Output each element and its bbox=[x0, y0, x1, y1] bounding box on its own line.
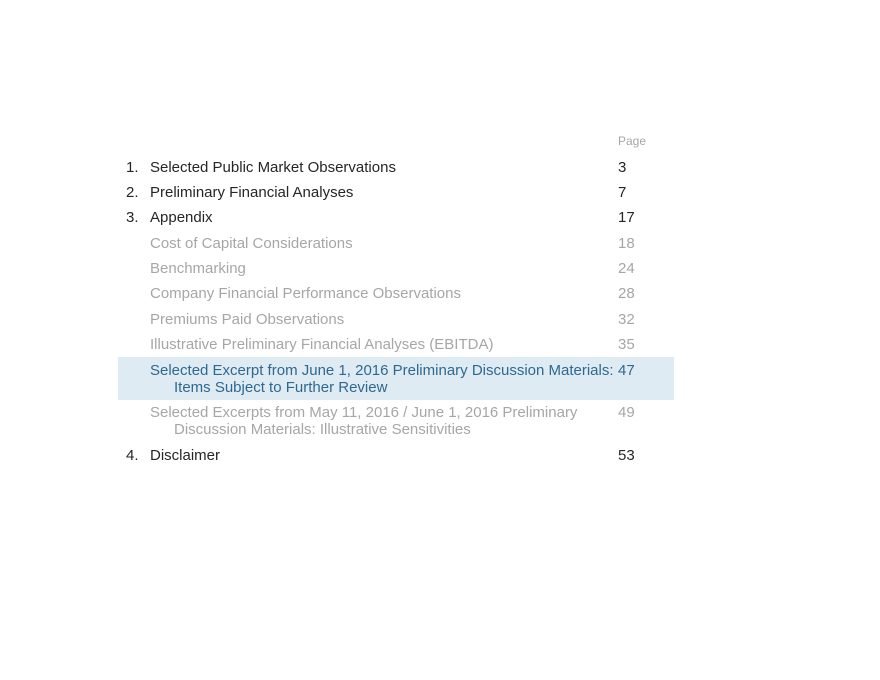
toc-row-page: 47 bbox=[618, 362, 635, 379]
toc-row-label: Illustrative Preliminary Financial Analyses (EBITDA) bbox=[150, 336, 494, 353]
toc-row-page: 53 bbox=[618, 447, 635, 464]
toc-subrow-selected-excerpt-highlighted[interactable] bbox=[118, 357, 674, 400]
toc-row-label-line1: Selected Excerpts from May 11, 2016 / June 1, 2016 Preliminary bbox=[150, 404, 578, 421]
page-column-header: Page bbox=[618, 134, 647, 148]
toc-row-page: 7 bbox=[618, 184, 627, 201]
toc-subrow-premiums-paid[interactable] bbox=[118, 311, 674, 328]
toc-row-label: Appendix bbox=[150, 209, 213, 226]
toc-row-page: 35 bbox=[618, 336, 635, 353]
toc-row-label: Selected Public Market Observations bbox=[150, 159, 396, 176]
toc-row-label-line2: Discussion Materials: Illustrative Sensitivities bbox=[174, 421, 471, 438]
toc-row-page: 3 bbox=[618, 159, 627, 176]
toc-row-page: 49 bbox=[618, 404, 635, 421]
toc-row-page: 17 bbox=[618, 209, 635, 226]
toc-row-label-line1: Selected Excerpt from June 1, 2016 Preliminary Discussion Materials: bbox=[150, 362, 614, 379]
toc-row-page: 28 bbox=[618, 285, 635, 302]
toc-row-number: 1. bbox=[126, 159, 139, 176]
toc-row-label: Preliminary Financial Analyses bbox=[150, 184, 354, 201]
toc-row-label: Premiums Paid Observations bbox=[150, 311, 345, 328]
toc-row-page: 24 bbox=[618, 260, 635, 277]
toc-row-public-market-observations[interactable] bbox=[118, 159, 674, 176]
toc-subrow-benchmarking[interactable] bbox=[118, 260, 674, 277]
toc-row-label bbox=[150, 404, 620, 438]
toc-subrow-illustrative-ebitda[interactable] bbox=[118, 336, 674, 353]
toc-row-label: Disclaimer bbox=[150, 447, 221, 464]
toc-row-number: 3. bbox=[126, 209, 139, 226]
toc-subrow-company-financial-performance[interactable] bbox=[118, 285, 674, 302]
toc-row-page: 18 bbox=[618, 235, 635, 252]
toc-row-disclaimer[interactable] bbox=[118, 447, 674, 464]
toc-row-appendix[interactable] bbox=[118, 209, 674, 226]
toc-subrow-cost-of-capital[interactable] bbox=[118, 235, 674, 252]
toc-row-number: 4. bbox=[126, 447, 139, 464]
toc-row-label-line2: Items Subject to Further Review bbox=[174, 379, 388, 396]
toc-row-page: 32 bbox=[618, 311, 635, 328]
toc-row-label: Benchmarking bbox=[150, 260, 246, 277]
toc-row-label bbox=[150, 362, 620, 396]
toc-subrow-selected-excerpts-sensitivities[interactable] bbox=[118, 404, 674, 438]
toc-row-label: Cost of Capital Considerations bbox=[150, 235, 353, 252]
toc-row-preliminary-financial-analyses[interactable] bbox=[118, 184, 674, 201]
toc-row-number: 2. bbox=[126, 184, 139, 201]
toc-row-label: Company Financial Performance Observations bbox=[150, 285, 461, 302]
